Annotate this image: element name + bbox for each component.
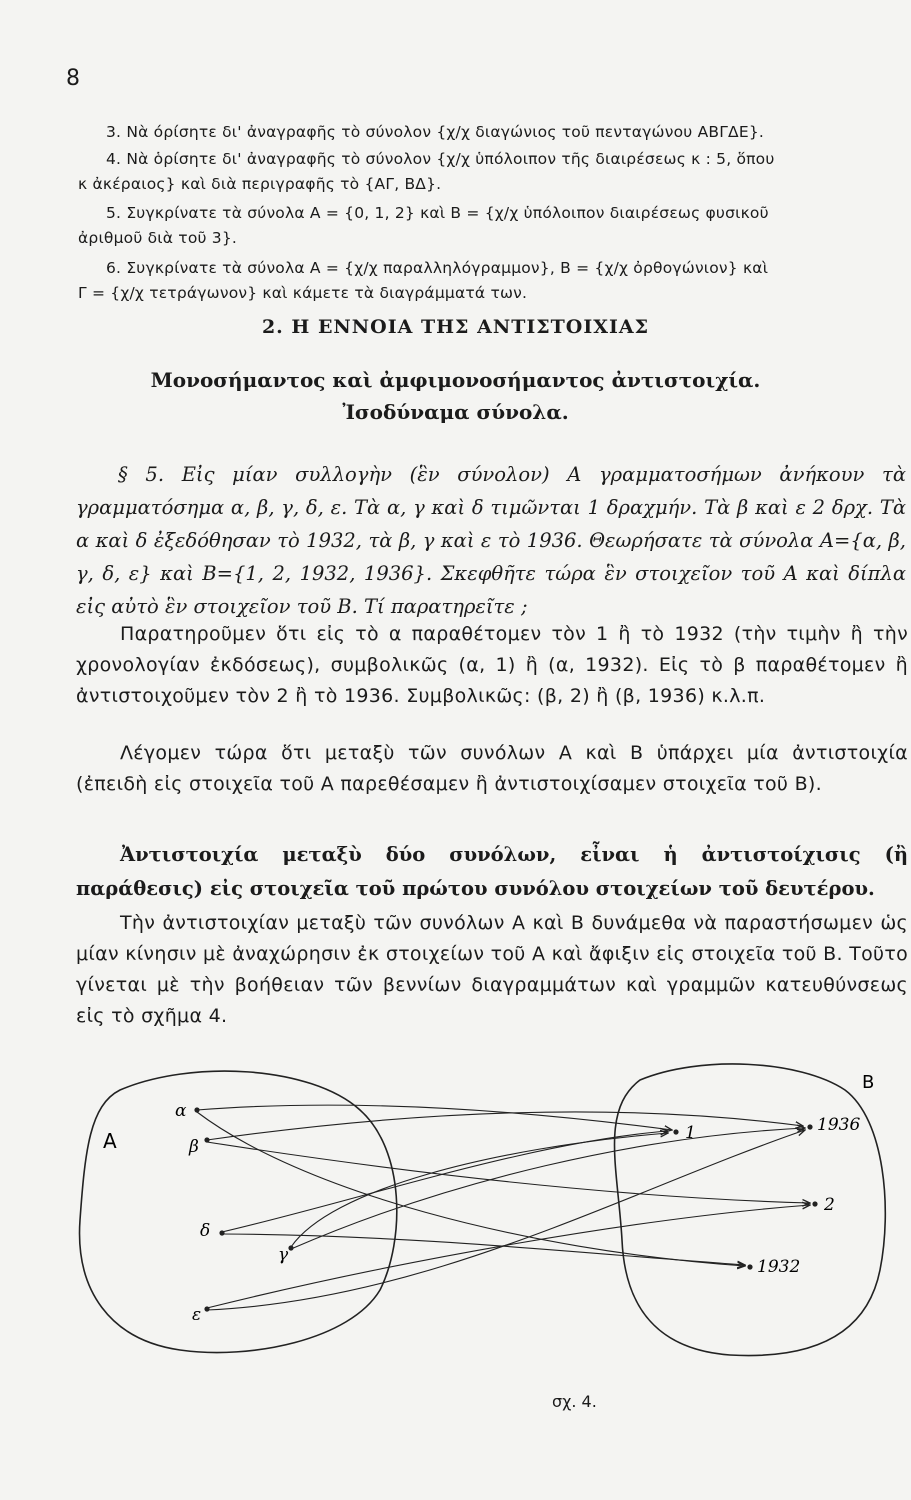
paragraph-text: Παρατηροῦμεν ὅτι εἰς τὸ α παραθέτομεν τὸν 1 ἢ τὸ 1932 (τὴν τιμὴν ἢ τὴν χρονολογίαν ἐκδόσεως), συμβολικῶς (α, 1) ἢ (α, 1932). Εἰς τὸ β παραθέτομεν ἢ ἀντιστοιχοῦμεν τὸν 2 ἢ τὸ 1936. Συμβολικῶς: (β, 2) ἢ (β, 1936) κ.λ.π. — [76, 623, 908, 707]
set-b-label: Β — [862, 1072, 875, 1093]
element-dot-1936 — [807, 1124, 812, 1129]
definition-text: Ἀντιστοιχία μεταξὺ δύο συνόλων, εἶναι ἡ ἀντιστοίχισις (ἢ παράθεσις) εἰς στοιχεῖα τοῦ πρώτου συνόλου στοιχείων τοῦ δευτέρου. — [76, 843, 908, 900]
set-b-boundary — [615, 1064, 886, 1356]
exercise-text: 3. Νὰ όρίσητε δι' ἀναγραφῆς τὸ σύνολον {χ/χ διαγώνιος τοῦ πενταγώνου ΑΒΓΔΕ}. — [106, 123, 765, 141]
set-a-label: Α — [103, 1129, 117, 1153]
arrow-gamma-1936 — [291, 1128, 805, 1249]
element-label-epsilon: ε — [192, 1305, 202, 1325]
exercise-text-cont: κ ἀκέραιος} καὶ διὰ περιγραφῆς τὸ {ΑΓ, ΒΔ}. — [78, 175, 442, 193]
arrow-alpha-1 — [197, 1105, 672, 1130]
paragraph-text: § 5. Εἰς μίαν συλλογὴν (ἓν σύνολον) Α γραμματοσήμων ἀνήκουν τὰ γραμματόσημα α, β, γ, δ, ε. Τὰ α, γ καὶ δ τιμῶνται 1 δραχμήν. Τὰ β καὶ ε 2 δρχ. Τὰ α καὶ δ ἐξεδόθησαν τὸ 1932, τὰ β, γ καὶ ε τὸ 1936. Θεωρήσατε τὰ σύνολα Α={α, β, γ, δ, ε} καὶ Β={1, 2, 1932, 1936}. Σκεφθῆτε τώρα ἓν στοιχεῖον τοῦ Α καὶ δίπλα εἰς αὐτὸ ἓν στοιχεῖον τοῦ Β. Τί παρατηρεῖτε ; — [76, 463, 906, 618]
page-number: 8 — [66, 66, 80, 91]
paragraph-text: Τὴν ἀντιστοιχίαν μεταξὺ τῶν συνόλων Α καὶ Β δυνάμεθα νὰ παραστήσωμεν ὡς μίαν κίνησιν μὲ ἀναχώρησιν ἐκ στοιχείων τοῦ Α καὶ ἄφιξιν εἰς στοιχεῖα τοῦ Β. Τοῦτο γίνεται μὲ τὴν βοήθειαν τῶν βεννίων διαγραμμάτων καὶ γραμμῶν κατευθύνσεως εἰς τὸ σχῆμα 4. — [76, 912, 908, 1027]
element-dot-1 — [673, 1129, 678, 1134]
exercise-text-cont: Γ = {χ/χ τετράγωνον} καὶ κάμετε τὰ διαγράμματά των. — [78, 284, 528, 302]
paragraph-say — [76, 738, 908, 800]
exercise-4 — [78, 147, 908, 197]
section-subtitle-2: Ἰσοδύναμα σύνολα. — [342, 400, 569, 424]
element-label-2: 2 — [824, 1195, 835, 1215]
element-dot-alpha — [194, 1107, 199, 1112]
definition-paragraph — [76, 838, 908, 906]
element-dot-1932 — [747, 1264, 752, 1269]
element-dot-delta — [219, 1230, 224, 1235]
element-label-delta: δ — [200, 1221, 211, 1241]
set-a-boundary — [80, 1071, 397, 1352]
element-label-beta: β — [189, 1137, 199, 1157]
element-label-1936: 1936 — [817, 1115, 861, 1135]
element-dot-gamma — [288, 1245, 293, 1250]
arrow-delta-1 — [222, 1131, 668, 1232]
element-dot-beta — [204, 1137, 209, 1142]
exercise-text: 4. Νὰ ὁρίσητε δι' ἀναγραφῆς τὸ σύνολον {χ/χ ὑπόλοιπον τῆς διαιρέσεως κ : 5, ὅπου — [106, 150, 775, 168]
correspondence-arrows — [197, 1105, 810, 1310]
exercise-3 — [78, 120, 908, 145]
element-label-1: 1 — [685, 1123, 696, 1143]
element-dot-epsilon — [204, 1306, 209, 1311]
exercise-text-cont: ἀριθμοῦ διὰ τοῦ 3}. — [78, 229, 238, 247]
element-label-alpha: α — [175, 1101, 187, 1121]
arrow-epsilon-1936 — [207, 1130, 805, 1310]
paragraph-text: Λέγομεν τώρα ὅτι μεταξὺ τῶν συνόλων Α καὶ Β ὑπάρχει μία ἀντιστοιχία (ἐπειδὴ εἰς στοιχεῖα τοῦ Α παρεθέσαμεν ἢ ἀντιστοιχίσαμεν στοιχεῖα τοῦ Β). — [76, 742, 908, 795]
arrow-epsilon-2 — [207, 1205, 810, 1308]
element-label-1932: 1932 — [757, 1257, 801, 1277]
paragraph-diagram — [76, 908, 908, 1032]
exercise-text: 5. Συγκρίνατε τὰ σύνολα Α = {0, 1, 2} καὶ Β = {χ/χ ὑπόλοιπον διαιρέσεως φυσικοῦ — [106, 204, 769, 222]
arrow-alpha-1932 — [197, 1112, 745, 1266]
paragraph-5-italic — [76, 458, 906, 623]
element-label-gamma: γ — [278, 1245, 289, 1265]
exercise-6 — [78, 256, 908, 306]
arrow-beta-2 — [207, 1142, 810, 1203]
section-title: 2. Η ΕΝΝΟΙΑ ΤΗΣ ΑΝΤΙΣΤΟΙΧΙΑΣ — [261, 316, 650, 338]
exercise-5 — [78, 201, 908, 251]
element-dot-2 — [812, 1201, 817, 1206]
arrow-gamma-1 — [291, 1133, 668, 1247]
figure-caption: σχ. 4. — [552, 1392, 597, 1411]
section-subtitle: Μονοσήμαντος καὶ ἀμφιμονοσήμαντος ἀντιστοιχία. — [150, 368, 761, 392]
paragraph-observe — [76, 619, 908, 712]
venn-diagram-figure-4 — [0, 1040, 911, 1390]
exercise-text: 6. Συγκρίνατε τὰ σύνολα Α = {χ/χ παραλληλόγραμμον}, Β = {χ/χ ὀρθογώνιον} καὶ — [106, 259, 769, 277]
